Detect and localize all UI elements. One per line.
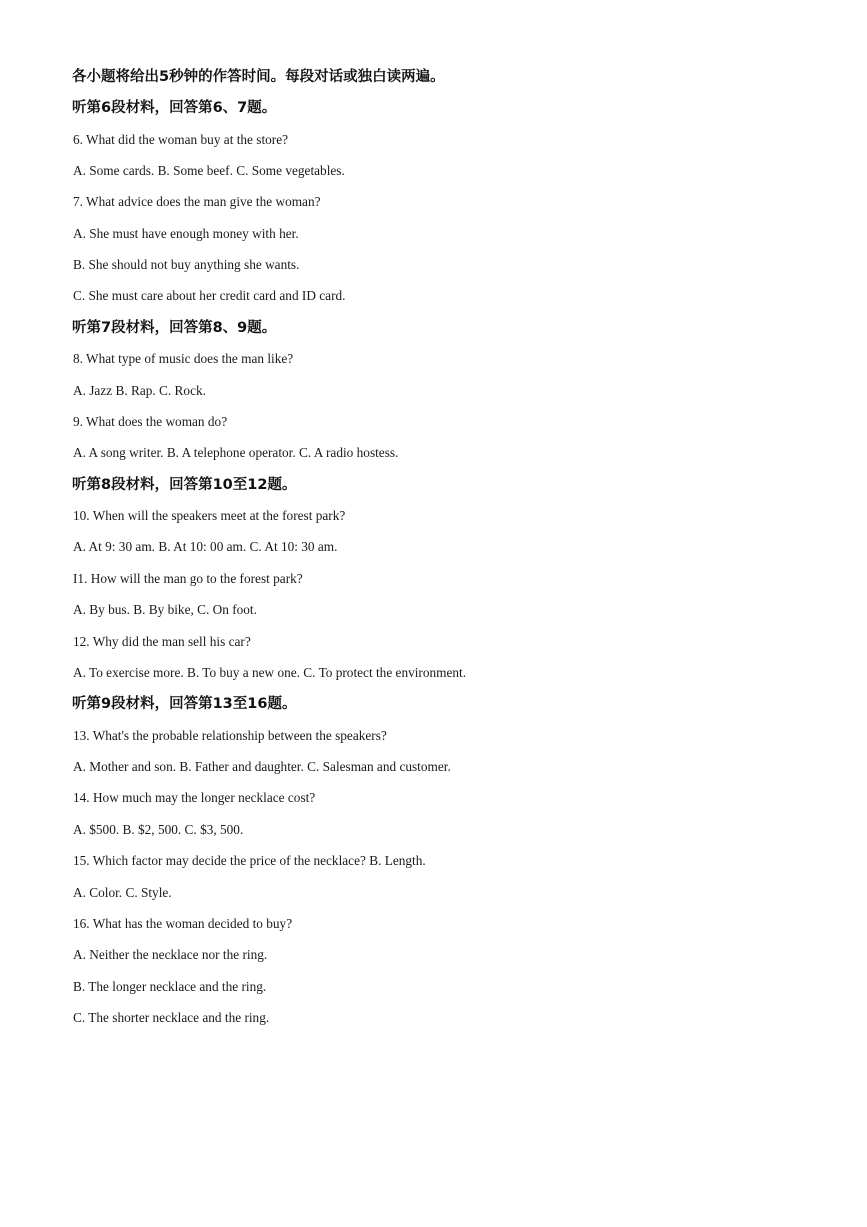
answer-options: A. By bus. B. By bike, C. On foot. <box>73 602 257 617</box>
answer-options: A. A song writer. B. A telephone operator. C. A radio hostess. <box>73 445 399 460</box>
answer-options: A. At 9: 30 am. B. At 10: 00 am. C. At 10: 30 am. <box>73 539 338 554</box>
question-text: 14. How much may the longer necklace cost? <box>73 790 316 805</box>
section-heading: 听第7段材料，回答第8、9题。 <box>72 320 277 336</box>
answer-options: A. Color. C. Style. <box>73 885 172 900</box>
question-text: 8. What type of music does the man like? <box>73 351 294 366</box>
answer-options: A. $500. B. $2, 500. C. $3, 500. <box>73 822 244 837</box>
section-heading: 听第9段材料，回答第13至16题。 <box>72 696 297 712</box>
answer-options: A. Mother and son. B. Father and daughter. C. Salesman and customer. <box>73 759 451 774</box>
answer-option: B. She should not buy anything she wants. <box>73 257 300 272</box>
question-text: 15. Which factor may decide the price of the necklace? B. Length. <box>73 853 426 868</box>
question-text: 7. What advice does the man give the woman? <box>73 194 321 209</box>
section-heading: 听第8段材料，回答第10至12题。 <box>72 477 297 493</box>
answer-option: A. She must have enough money with her. <box>73 226 299 241</box>
answer-option: B. The longer necklace and the ring. <box>73 979 267 994</box>
answer-options: A. Jazz B. Rap. C. Rock. <box>73 383 206 398</box>
question-text: 10. When will the speakers meet at the forest park? <box>73 508 346 523</box>
question-text: 16. What has the woman decided to buy? <box>73 916 293 931</box>
section-heading: 听第6段材料，回答第6、7题。 <box>72 100 277 116</box>
intro-text: 各小题将给出5秒钟的作答时间。每段对话或独白读两遍。 <box>72 69 445 85</box>
answer-option: C. She must care about her credit card and ID card. <box>73 288 346 303</box>
answer-option: C. The shorter necklace and the ring. <box>73 1010 270 1025</box>
question-text: 9. What does the woman do? <box>73 414 228 429</box>
answer-options: A. Some cards. B. Some beef. C. Some vegetables. <box>73 163 345 178</box>
question-text: 12. Why did the man sell his car? <box>73 634 251 649</box>
question-text: I1. How will the man go to the forest park? <box>73 571 303 586</box>
answer-options: A. To exercise more. B. To buy a new one. C. To protect the environment. <box>73 665 467 680</box>
answer-option: A. Neither the necklace nor the ring. <box>73 947 268 962</box>
question-text: 13. What's the probable relationship between the speakers? <box>73 728 387 743</box>
question-text: 6. What did the woman buy at the store? <box>73 132 289 147</box>
